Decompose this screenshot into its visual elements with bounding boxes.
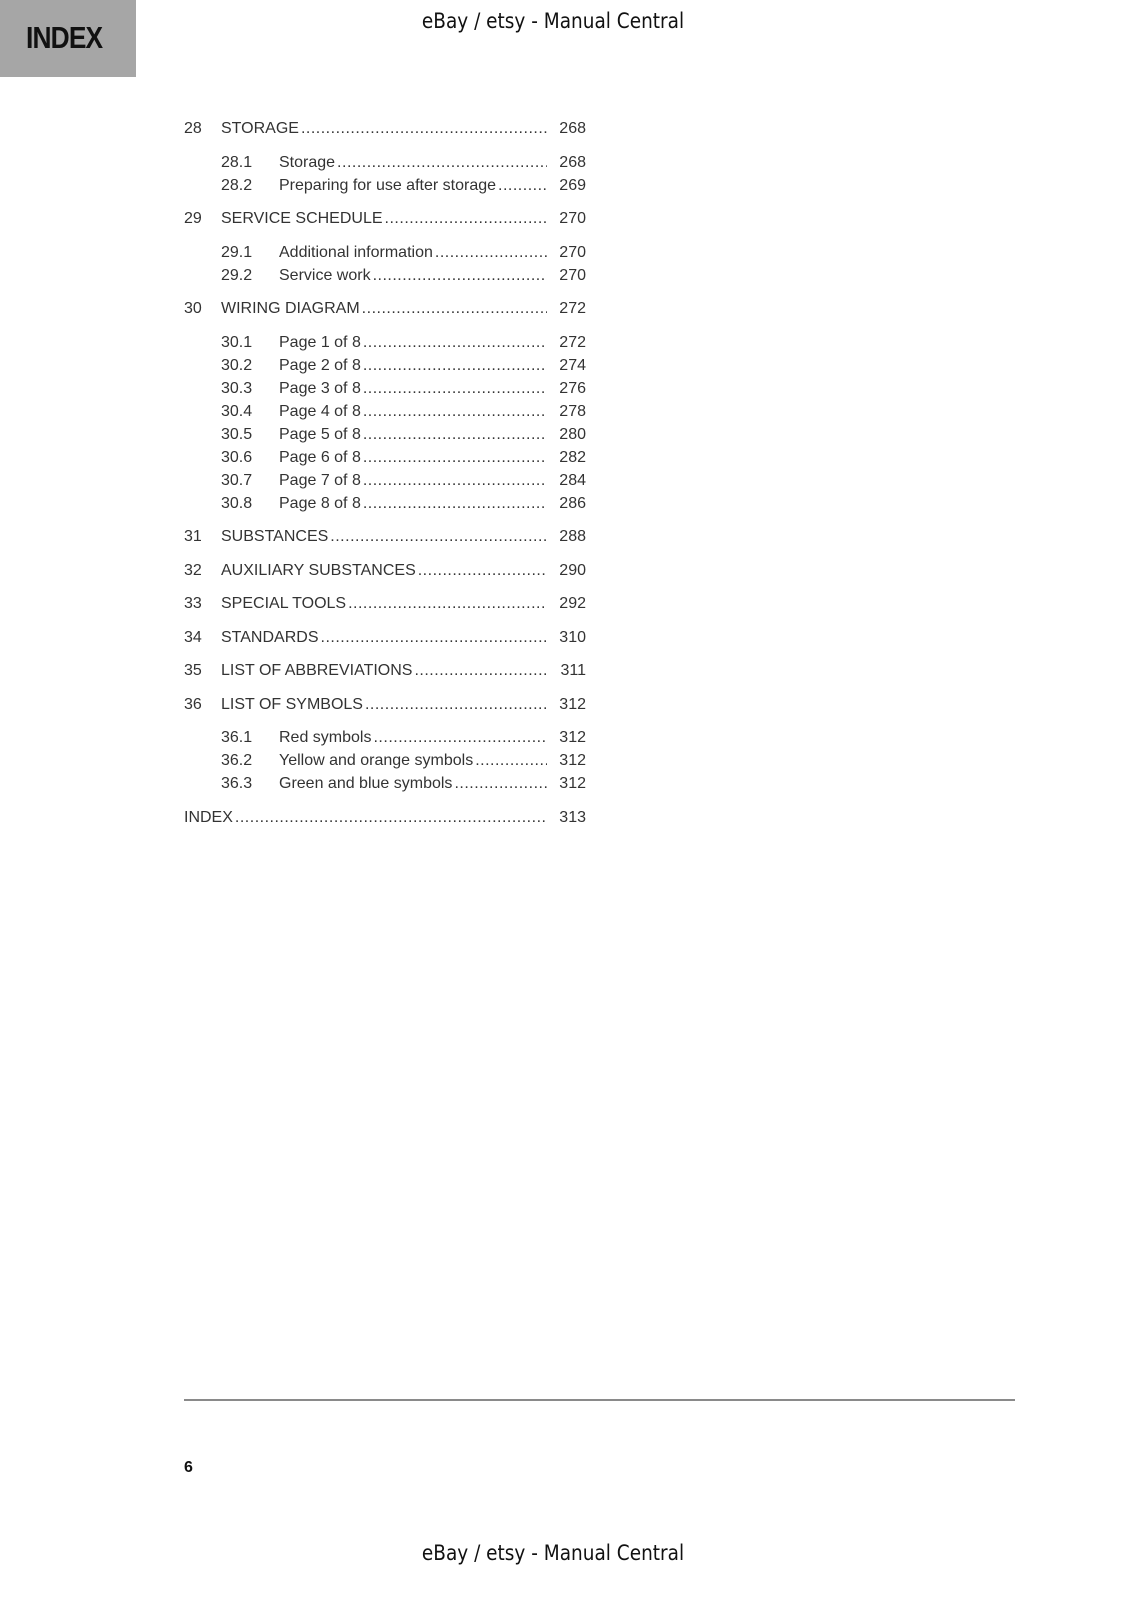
- toc-entry-title: LIST OF SYMBOLS: [221, 695, 363, 713]
- toc-dot-leader: [363, 400, 547, 423]
- toc-dot-leader: [363, 469, 547, 492]
- toc-dot-leader: [373, 264, 547, 287]
- toc-entry-title: AUXILIARY SUBSTANCES: [221, 561, 416, 579]
- toc-dot-leader: [435, 241, 547, 264]
- toc-entry-number: 30.5: [221, 425, 253, 443]
- toc-entry-page: 282: [559, 448, 586, 466]
- toc-subentry[interactable]: [184, 446, 586, 469]
- header-title: eBay / etsy - Manual Central: [421, 9, 685, 33]
- toc-subentry[interactable]: [184, 354, 586, 377]
- toc-entry-page: 274: [559, 356, 586, 374]
- toc-entry[interactable]: [184, 559, 586, 582]
- toc-dot-leader: [498, 174, 547, 197]
- toc-entry-number: 29.2: [221, 266, 253, 284]
- toc-subentry[interactable]: [184, 264, 586, 287]
- toc-entry-title: LIST OF ABBREVIATIONS: [221, 662, 413, 679]
- toc-subentry[interactable]: [184, 241, 586, 264]
- toc-entry-number: 36: [184, 695, 202, 713]
- toc-entry-page: 268: [559, 120, 586, 137]
- toc-entry-title: Page 6 of 8: [279, 448, 361, 466]
- toc-entry-number: 31: [184, 528, 202, 545]
- toc-entry-number: 30.4: [221, 402, 253, 420]
- toc-entry[interactable]: [184, 806, 586, 829]
- toc-entry-number: 34: [184, 628, 202, 646]
- toc-entry-number: 33: [184, 595, 202, 612]
- toc-dot-leader: [373, 726, 547, 749]
- toc-entry-title: Page 7 of 8: [279, 471, 361, 489]
- toc-entry-number: 30.8: [221, 494, 253, 512]
- toc-dot-leader: [235, 806, 547, 829]
- toc-dot-leader: [363, 377, 547, 400]
- toc-subentry[interactable]: [184, 749, 586, 772]
- toc-dot-leader: [475, 749, 547, 772]
- toc-subentry[interactable]: [184, 469, 586, 492]
- toc-dot-leader: [363, 331, 547, 354]
- toc-dot-leader: [348, 592, 547, 615]
- toc-subentry[interactable]: [184, 772, 586, 795]
- toc-subentry[interactable]: [184, 400, 586, 423]
- toc-entry-title: Additional information: [279, 243, 433, 261]
- toc-entry-page: 269: [559, 176, 586, 194]
- toc-entry-page: 312: [559, 775, 586, 792]
- table-of-contents: [184, 117, 586, 829]
- toc-entry-number: 32: [184, 561, 202, 579]
- toc-entry-title: Page 3 of 8: [279, 379, 361, 397]
- footer-title: eBay / etsy - Manual Central: [421, 1541, 685, 1565]
- toc-entry-number: 36.2: [221, 752, 253, 769]
- section-tab-label: INDEX: [26, 20, 103, 55]
- toc-dot-leader: [454, 772, 547, 795]
- toc-entry-page: 270: [559, 210, 586, 227]
- toc-entry-title: WIRING DIAGRAM: [221, 300, 360, 317]
- toc-entry-title: SPECIAL TOOLS: [221, 595, 347, 612]
- toc-entry-number: 29: [184, 210, 202, 227]
- toc-dot-leader: [362, 297, 547, 320]
- toc-entry[interactable]: [184, 592, 586, 615]
- toc-entry-page: 311: [560, 662, 586, 679]
- toc-entry[interactable]: [184, 525, 586, 548]
- toc-entry[interactable]: [184, 659, 586, 682]
- toc-entry-page: 278: [559, 402, 586, 420]
- toc-dot-leader: [385, 207, 547, 230]
- toc-entry-page: 280: [559, 425, 586, 443]
- toc-entry[interactable]: [184, 626, 586, 649]
- toc-entry-title: Green and blue symbols: [279, 775, 453, 792]
- toc-dot-leader: [330, 525, 547, 548]
- toc-entry-title: Service work: [279, 266, 371, 284]
- toc-entry-number: 36.1: [221, 729, 253, 746]
- toc-dot-leader: [363, 492, 547, 515]
- toc-entry-number: 30.3: [221, 379, 253, 397]
- page-number: 6: [184, 1459, 193, 1476]
- toc-entry-number: 30.7: [221, 471, 253, 489]
- toc-entry-number: 30.2: [221, 356, 253, 374]
- toc-entry-number: 30.1: [221, 333, 253, 351]
- toc-subentry[interactable]: [184, 726, 586, 749]
- toc-entry-number: 35: [184, 662, 202, 679]
- toc-entry-number: 28: [184, 120, 202, 137]
- toc-entry-number: 36.3: [221, 775, 253, 792]
- toc-dot-leader: [337, 151, 547, 174]
- toc-dot-leader: [363, 446, 547, 469]
- toc-entry-title: Preparing for use after storage: [279, 176, 497, 194]
- toc-entry-number: 28.1: [221, 153, 253, 171]
- toc-entry-number: 29.1: [221, 243, 253, 261]
- toc-dot-leader: [418, 559, 547, 582]
- toc-entry-page: 272: [559, 300, 586, 317]
- toc-subentry[interactable]: [184, 492, 586, 515]
- toc-entry-title: Page 5 of 8: [279, 425, 361, 443]
- toc-dot-leader: [365, 693, 547, 716]
- toc-subentry[interactable]: [184, 377, 586, 400]
- toc-entry[interactable]: [184, 297, 586, 320]
- toc-entry-title: SERVICE SCHEDULE: [221, 210, 383, 227]
- toc-entry-title: Page 8 of 8: [279, 494, 361, 512]
- toc-dot-leader: [414, 659, 547, 682]
- toc-entry-page: 290: [559, 561, 586, 579]
- toc-entry-title: Yellow and orange symbols: [279, 752, 474, 769]
- toc-entry-page: 292: [559, 595, 586, 612]
- toc-entry-title: Page 2 of 8: [279, 356, 361, 374]
- toc-entry-page: 272: [559, 333, 586, 351]
- toc-entry-title: SUBSTANCES: [221, 528, 329, 545]
- toc-dot-leader: [321, 626, 548, 649]
- toc-entry-number: 30: [184, 300, 202, 317]
- toc-subentry[interactable]: [184, 151, 586, 174]
- footer-divider: [184, 1399, 1015, 1401]
- toc-entry-page: 288: [559, 528, 586, 545]
- toc-dot-leader: [363, 423, 547, 446]
- toc-subentry[interactable]: [184, 423, 586, 446]
- toc-entry-number: 30.6: [221, 448, 253, 466]
- toc-entry-title: Page 1 of 8: [279, 333, 361, 351]
- toc-entry-title: INDEX: [184, 808, 233, 826]
- toc-entry[interactable]: [184, 117, 586, 140]
- toc-entry-page: 313: [559, 808, 586, 826]
- toc-entry[interactable]: [184, 207, 586, 230]
- toc-entry-number: 28.2: [221, 176, 253, 194]
- toc-dot-leader: [301, 117, 547, 140]
- toc-entry-page: 286: [559, 494, 586, 512]
- toc-subentry[interactable]: [184, 331, 586, 354]
- toc-entry-title: Page 4 of 8: [279, 402, 361, 420]
- toc-subentry[interactable]: [184, 174, 586, 197]
- toc-entry[interactable]: [184, 693, 586, 716]
- toc-entry-title: STORAGE: [221, 120, 299, 137]
- toc-entry-title: Red symbols: [279, 729, 372, 746]
- toc-entry-page: 276: [559, 379, 586, 397]
- toc-entry-page: 312: [559, 752, 586, 769]
- toc-entry-page: 268: [559, 153, 586, 171]
- toc-entry-page: 284: [559, 471, 586, 489]
- toc-entry-page: 270: [559, 243, 586, 261]
- toc-entry-page: 312: [559, 729, 586, 746]
- toc-entry-page: 312: [559, 695, 586, 713]
- toc-entry-title: STANDARDS: [221, 628, 319, 646]
- toc-dot-leader: [363, 354, 547, 377]
- toc-entry-title: Storage: [279, 153, 336, 171]
- toc-entry-page: 310: [559, 628, 586, 646]
- toc-entry-page: 270: [559, 266, 586, 284]
